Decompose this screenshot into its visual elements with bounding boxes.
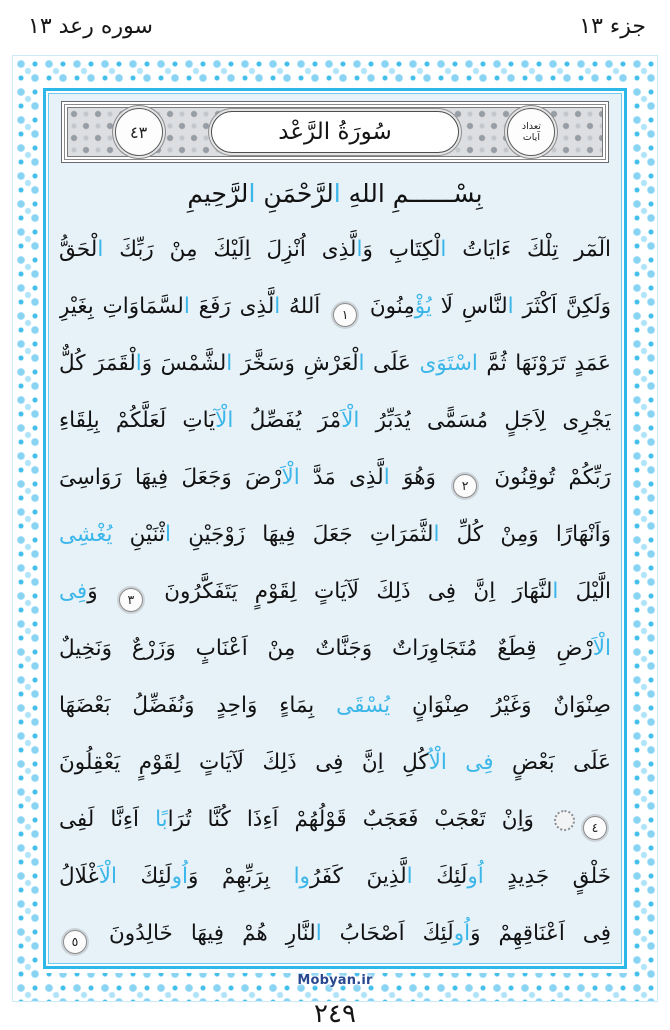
text-segment: ا — [274, 294, 281, 319]
watermark: Mobyan.ir — [297, 973, 373, 988]
text-segment: وَلَكِنَّ اَكْثَرَ — [513, 294, 611, 319]
quran-line — [59, 620, 611, 677]
running-head — [28, 10, 646, 44]
text-segment: خَلْقٍ جَدِيدٍ — [483, 864, 611, 889]
text-segment: اُو — [467, 864, 484, 889]
text-segment: وَ — [87, 579, 115, 604]
text-segment: لثَّمَرَاتِ جَعَلَ فِيهَا زَوْجَيْنِ — [170, 522, 434, 547]
text-segment: لَّذِى اُنْزِلَ اِلَيْكَ مِنْ رَبِّكَ — [103, 237, 357, 262]
text-segment: الْاَ — [341, 408, 360, 433]
text-segment: وا — [293, 864, 310, 889]
section-rosette-icon — [554, 810, 575, 831]
banner-ornament — [461, 108, 500, 156]
text-segment: ا — [358, 351, 365, 376]
text-segment: ا — [507, 294, 514, 319]
text-segment: ا — [165, 522, 171, 547]
text-segment: بِرَبِّهِمْ وَ — [188, 864, 294, 889]
banner-ornament — [68, 108, 107, 156]
text-segment: ا — [440, 237, 447, 262]
text-segment: بِمَاءٍ وَاحِدٍ وَنُفَضِّلُ بَعْضَهَا — [59, 693, 337, 718]
quran-line — [59, 221, 611, 278]
text-segment: ا — [315, 921, 322, 946]
text-segment: لرَّحِيمِ — [187, 179, 249, 208]
quran-line — [59, 449, 611, 506]
text-segment: اَللهُ — [280, 294, 330, 319]
text-segment: غْلَالُ — [59, 864, 99, 889]
text-area — [49, 94, 621, 963]
text-segment: لْعَرْشِ وَسَخَّرَ — [232, 351, 359, 376]
text-segment: رْضِ قِطَعٌ مُتَجَاوِرَاتٌ وَجَنَّاتٌ مِنْ اَعْنَابٍ وَزَرْعٌ وَنَخِيلٌ — [59, 636, 593, 661]
text-segment: لنَّارِ هُمْ فِيهَا خَالِدُونَ — [91, 921, 316, 946]
frame-white-gap — [39, 84, 631, 973]
text-segment: مِنُونَ — [361, 294, 415, 319]
text-segment: لْكِتَابِ وَ — [362, 237, 441, 262]
quran-line — [59, 791, 611, 848]
surah-title: سُورَةُ الرَّعْد — [211, 111, 459, 153]
text-segment: وَاِنْ تَعْجَبْ فَعَجَبٌ قَوْلُهُمْ اَءِذَا كُنَّا تُرَا — [167, 807, 550, 832]
quran-text-block — [59, 221, 611, 962]
text-segment: لْحَقُّ — [59, 237, 98, 262]
quran-line — [59, 848, 611, 905]
text-segment: يُغْشِى — [59, 522, 113, 547]
quran-line — [59, 335, 611, 392]
verse-marker: ١ — [333, 303, 357, 327]
quran-line — [59, 278, 611, 335]
text-segment: لَّذِينَ كَفَرُ — [309, 864, 407, 889]
quran-line — [59, 734, 611, 791]
text-segment: لَّذِى رَفَعَ — [189, 294, 275, 319]
bismillah — [59, 167, 611, 221]
text-segment: ا — [333, 179, 341, 208]
quran-line — [59, 506, 611, 563]
text-segment: اُو — [171, 864, 189, 889]
frame-cyan-rule — [43, 88, 627, 969]
page-number: ٢٤٩ — [314, 999, 356, 1029]
text-segment: الٓمٓر تِلْكَ ءَايَاتُ — [446, 237, 611, 262]
text-segment: لشَّمْسَ وَ — [141, 351, 227, 376]
text-segment: فِى — [59, 579, 88, 604]
text-segment: ا — [433, 522, 440, 547]
text-segment: ا — [248, 179, 256, 208]
verse-marker: ٢ — [453, 474, 477, 498]
frame-inner-rule — [48, 93, 622, 964]
decorative-frame — [12, 55, 658, 1002]
text-segment: لْقَمَرَ كُلٌّ — [59, 351, 136, 376]
text-segment: ا — [406, 864, 413, 889]
text-segment: عَمَدٍ تَرَوْنَهَا ثُمَّ — [477, 351, 611, 376]
text-segment: يَجْرِى لِاَجَلٍ مُسَمًّى يُدَبِّرُ — [359, 408, 611, 433]
text-segment: الْاَ — [281, 465, 300, 490]
text-segment: وَهُوَ — [389, 465, 450, 490]
text-segment: اسْتَوَى — [419, 351, 478, 376]
quran-line — [59, 392, 611, 449]
ayah-count-label-line2: آيات — [522, 132, 540, 143]
text-segment: ا — [552, 579, 559, 604]
text-segment: اُو — [453, 921, 471, 946]
text-segment: لنَّاسِ لَا — [431, 294, 508, 319]
text-segment: الْاَ — [98, 864, 117, 889]
text-segment: يَاتِ لَعَلَّكُمْ بِلِقَاءِ — [59, 408, 216, 433]
text-segment: عَلَى بَعْضٍ — [493, 750, 611, 775]
banner-ornament — [171, 108, 210, 156]
text-segment: ا — [356, 237, 363, 262]
text-segment: صِنْوَانٌ وَغَيْرُ صِنْوَانٍ — [390, 693, 611, 718]
verse-marker: ٤ — [583, 816, 607, 840]
text-segment: اَءِنَّا لَفِى — [59, 807, 156, 832]
text-segment: الَّيْلَ — [558, 579, 611, 604]
verse-marker: ٣ — [119, 588, 143, 612]
surah-banner — [61, 101, 609, 163]
text-segment: فِى اَعْنَاقِهِمْ وَ — [470, 921, 611, 946]
text-segment: الْاَ — [592, 636, 611, 661]
text-segment: لسَّمَاوَاتِ بِغَيْرِ — [59, 294, 184, 319]
text-segment: كُلِ اِنَّ فِى ذَلِكَ لَآيَاتٍ لِقَوْمٍ يَعْقِلُونَ — [59, 750, 429, 775]
text-segment: رْضَ وَجَعَلَ فِيهَا رَوَاسِىَ — [59, 465, 282, 490]
text-segment: مْرَ يُفَصِّلُ — [233, 408, 342, 433]
ayah-count-medallion — [115, 108, 163, 156]
ayah-count-label-medallion — [507, 108, 555, 156]
text-segment: بًا — [155, 807, 168, 832]
text-segment: لَئِكَ — [412, 864, 468, 889]
text-segment: بِسْــــــمِ اللهِ — [340, 179, 483, 208]
ayah-count-label-line1: تعداد — [521, 120, 541, 132]
text-segment: وَاَنْهَارًا وَمِنْ كُلِّ — [439, 522, 611, 547]
surah-page-label: سوره رعد ١٣ — [28, 14, 153, 39]
text-segment: ا — [226, 351, 233, 376]
text-segment: ا — [183, 294, 190, 319]
text-segment: الْآ — [215, 408, 234, 433]
text-segment: رَبِّكُمْ تُوقِنُونَ — [481, 465, 611, 490]
text-segment: لَئِكَ — [116, 864, 172, 889]
quran-line — [59, 905, 611, 962]
text-segment: يُؤْ — [414, 294, 432, 319]
surah-banner-ornament-band — [67, 107, 603, 157]
text-segment: ثْنَيْنِ — [112, 522, 165, 547]
text-segment: لنَّهَارَ اِنَّ فِى ذَلِكَ لَآيَاتٍ لِقَوْمٍ يَتَفَكَّرُونَ — [146, 579, 553, 604]
verse-marker: ٥ — [63, 930, 87, 954]
text-segment: ا — [135, 351, 142, 376]
text-segment: ا — [97, 237, 104, 262]
text-segment: فِى الْاُ — [428, 750, 494, 775]
juz-label: جزء ١٣ — [579, 14, 646, 39]
text-segment: عَلَى — [364, 351, 420, 376]
text-segment: لَّذِى مَدَّ — [299, 465, 384, 490]
text-segment: لرَّحْمَنِ — [255, 179, 334, 208]
text-segment: لَئِكَ اَصْحَابُ — [321, 921, 454, 946]
text-segment: ا — [383, 465, 390, 490]
quran-line — [59, 563, 611, 620]
banner-ornament — [563, 108, 602, 156]
ayah-count-value: ٤٣ — [130, 122, 148, 142]
text-segment: يُسْقَى — [336, 693, 391, 718]
quran-line — [59, 677, 611, 734]
